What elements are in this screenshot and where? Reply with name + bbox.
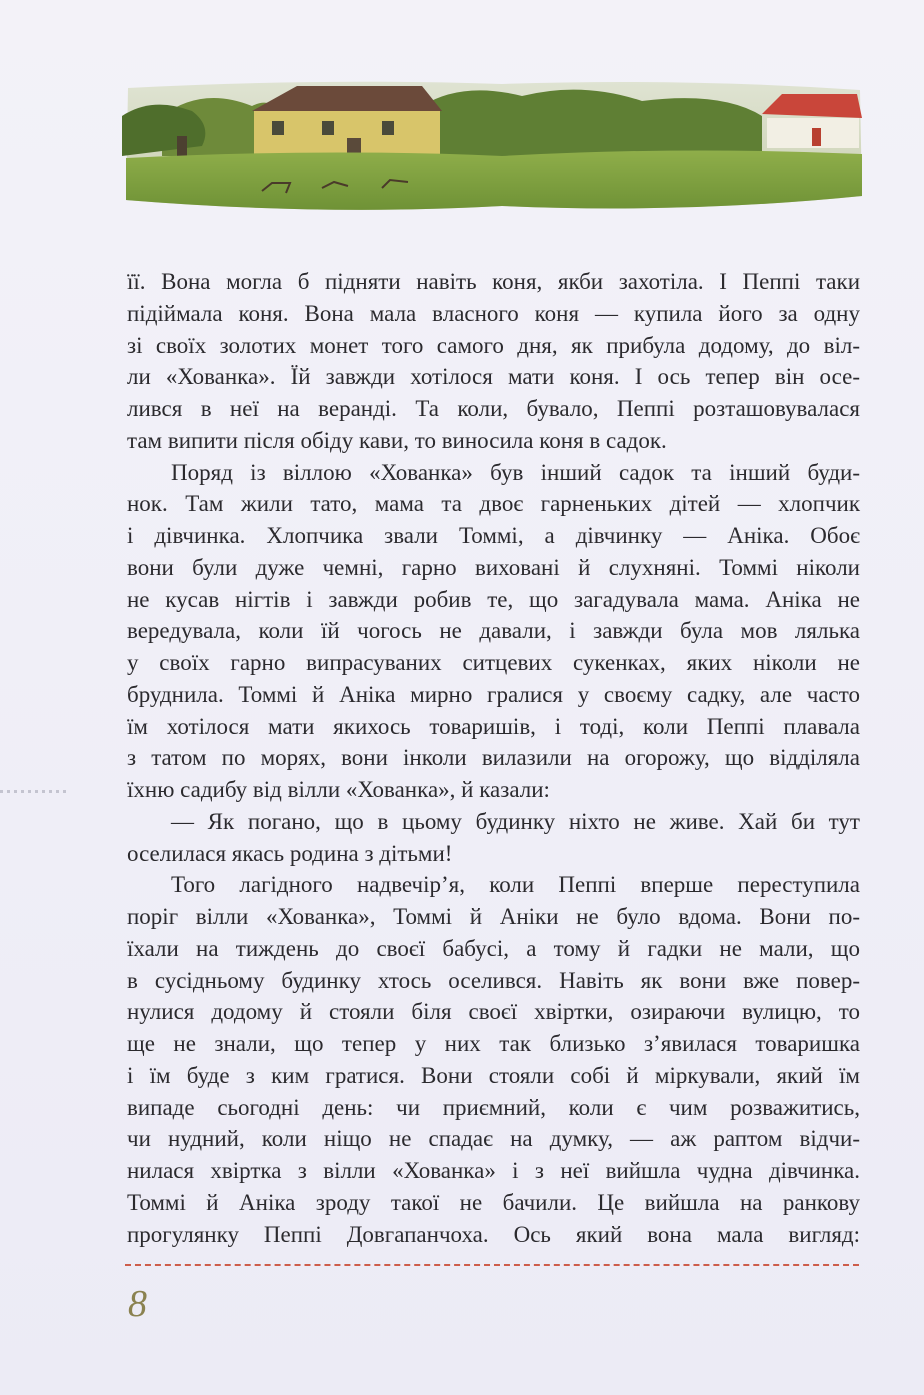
text-line: її. Вона могла б підняти навіть коня, якби захотіла. І Пеппі таки: [127, 269, 860, 294]
text-line: лився в неї на веранді. Та коли, бувало, Пеппі розташовувалася: [127, 396, 860, 421]
page-number: 8: [128, 1283, 147, 1325]
text-line: бруднила. Томмі й Аніка мирно гралися у своєму садку, але часто: [127, 681, 860, 707]
text-line: і їм буде з ким гратися. Вони стояли собі й міркували, який їм: [127, 1062, 860, 1088]
text-line: їм хотілося мати якихось товаришів, і тоді, коли Пеппі плавала: [127, 713, 860, 739]
yellow-house: [252, 86, 442, 161]
text-line: нок. Там жили тато, мама та двоє гарненьких дітей — хлопчик: [127, 491, 860, 517]
decorative-dashed-rule: [125, 1264, 859, 1266]
text-line: нилася хвіртка з вілли «Хованка» і з неї вийшла чудна дівчинка.: [127, 1158, 860, 1183]
scan-artifact: [0, 790, 70, 793]
text-line: Томмі й Аніка зроду такої не бачили. Це вийшла на ранкову: [127, 1189, 860, 1215]
text-line: чи нудний, коли ніщо не спадає на думку, — аж раптом відчи-: [127, 1126, 860, 1152]
text-line: там випити після обіду кави, то виносила коня в садок.: [127, 427, 667, 453]
text-line: нулися додому й стояли біля своєї хвіртки, озираючи вулицю, то: [127, 999, 860, 1025]
text-line: прогулянку Пеппі Довгапанчоха. Ось який вона мала вигляд:: [127, 1221, 860, 1247]
text-line: вони були дуже чемні, гарно виховані й слухняні. Томмі ніколи: [127, 554, 860, 580]
text-line: вередувала, коли їй чогось не давали, і завжди була мов лялька: [127, 618, 860, 644]
text-line: не кусав нігтів і завжди робив те, що загадувала мама. Аніка не: [127, 586, 860, 612]
text-line: зі своїх золотих монет того самого дня, як прибула додому, до віл-: [127, 332, 860, 358]
text-line: їхню садибу від вілли «Хованка», й казали:: [127, 777, 550, 802]
text-line: і дівчинка. Хлопчика звали Томмі, а дівчинку — Аніка. Обоє: [127, 523, 860, 548]
village-illustration: [122, 76, 864, 218]
text-line: Того лагідного надвечір’я, коли Пеппі вперше переступила: [171, 872, 860, 898]
text-line: з татом по морях, вони інколи вилазили на огорожу, що відділяла: [127, 745, 860, 771]
text-line: підіймала коня. Вона мала власного коня — купила його за одну: [127, 300, 860, 326]
text-line: ли «Хованка». Їй завжди хотілося мати коня. І ось тепер він осе-: [127, 364, 860, 390]
body-text: [127, 266, 860, 1250]
text-line: ще не знали, що тепер у них так близько з’явилася товаришка: [127, 1031, 860, 1056]
text-line: — Як погано, що в цьому будинку ніхто не живе. Хай би тут: [171, 808, 860, 834]
text-line: у своїх гарно випрасуваних ситцевих сукенках, яких ніколи не: [127, 650, 860, 675]
red-roof-house: [762, 94, 862, 148]
text-line: випаде сьогодні день: чи приємний, коли є чим розважитись,: [127, 1094, 860, 1120]
text-line: оселилася якась родина з дітьми!: [127, 840, 453, 866]
text-line: поріг вілли «Хованка», Томмі й Аніки не було вдома. Вони по-: [127, 904, 860, 929]
text-line: Поряд із віллою «Хованка» був інший садок та інший буди-: [171, 459, 860, 485]
text-line: їхали на тиждень до своєї бабусі, а тому й гадки не мали, що: [127, 935, 860, 961]
text-line: в сусідньому будинку хтось оселився. Навіть як вони вже повер-: [127, 967, 860, 993]
